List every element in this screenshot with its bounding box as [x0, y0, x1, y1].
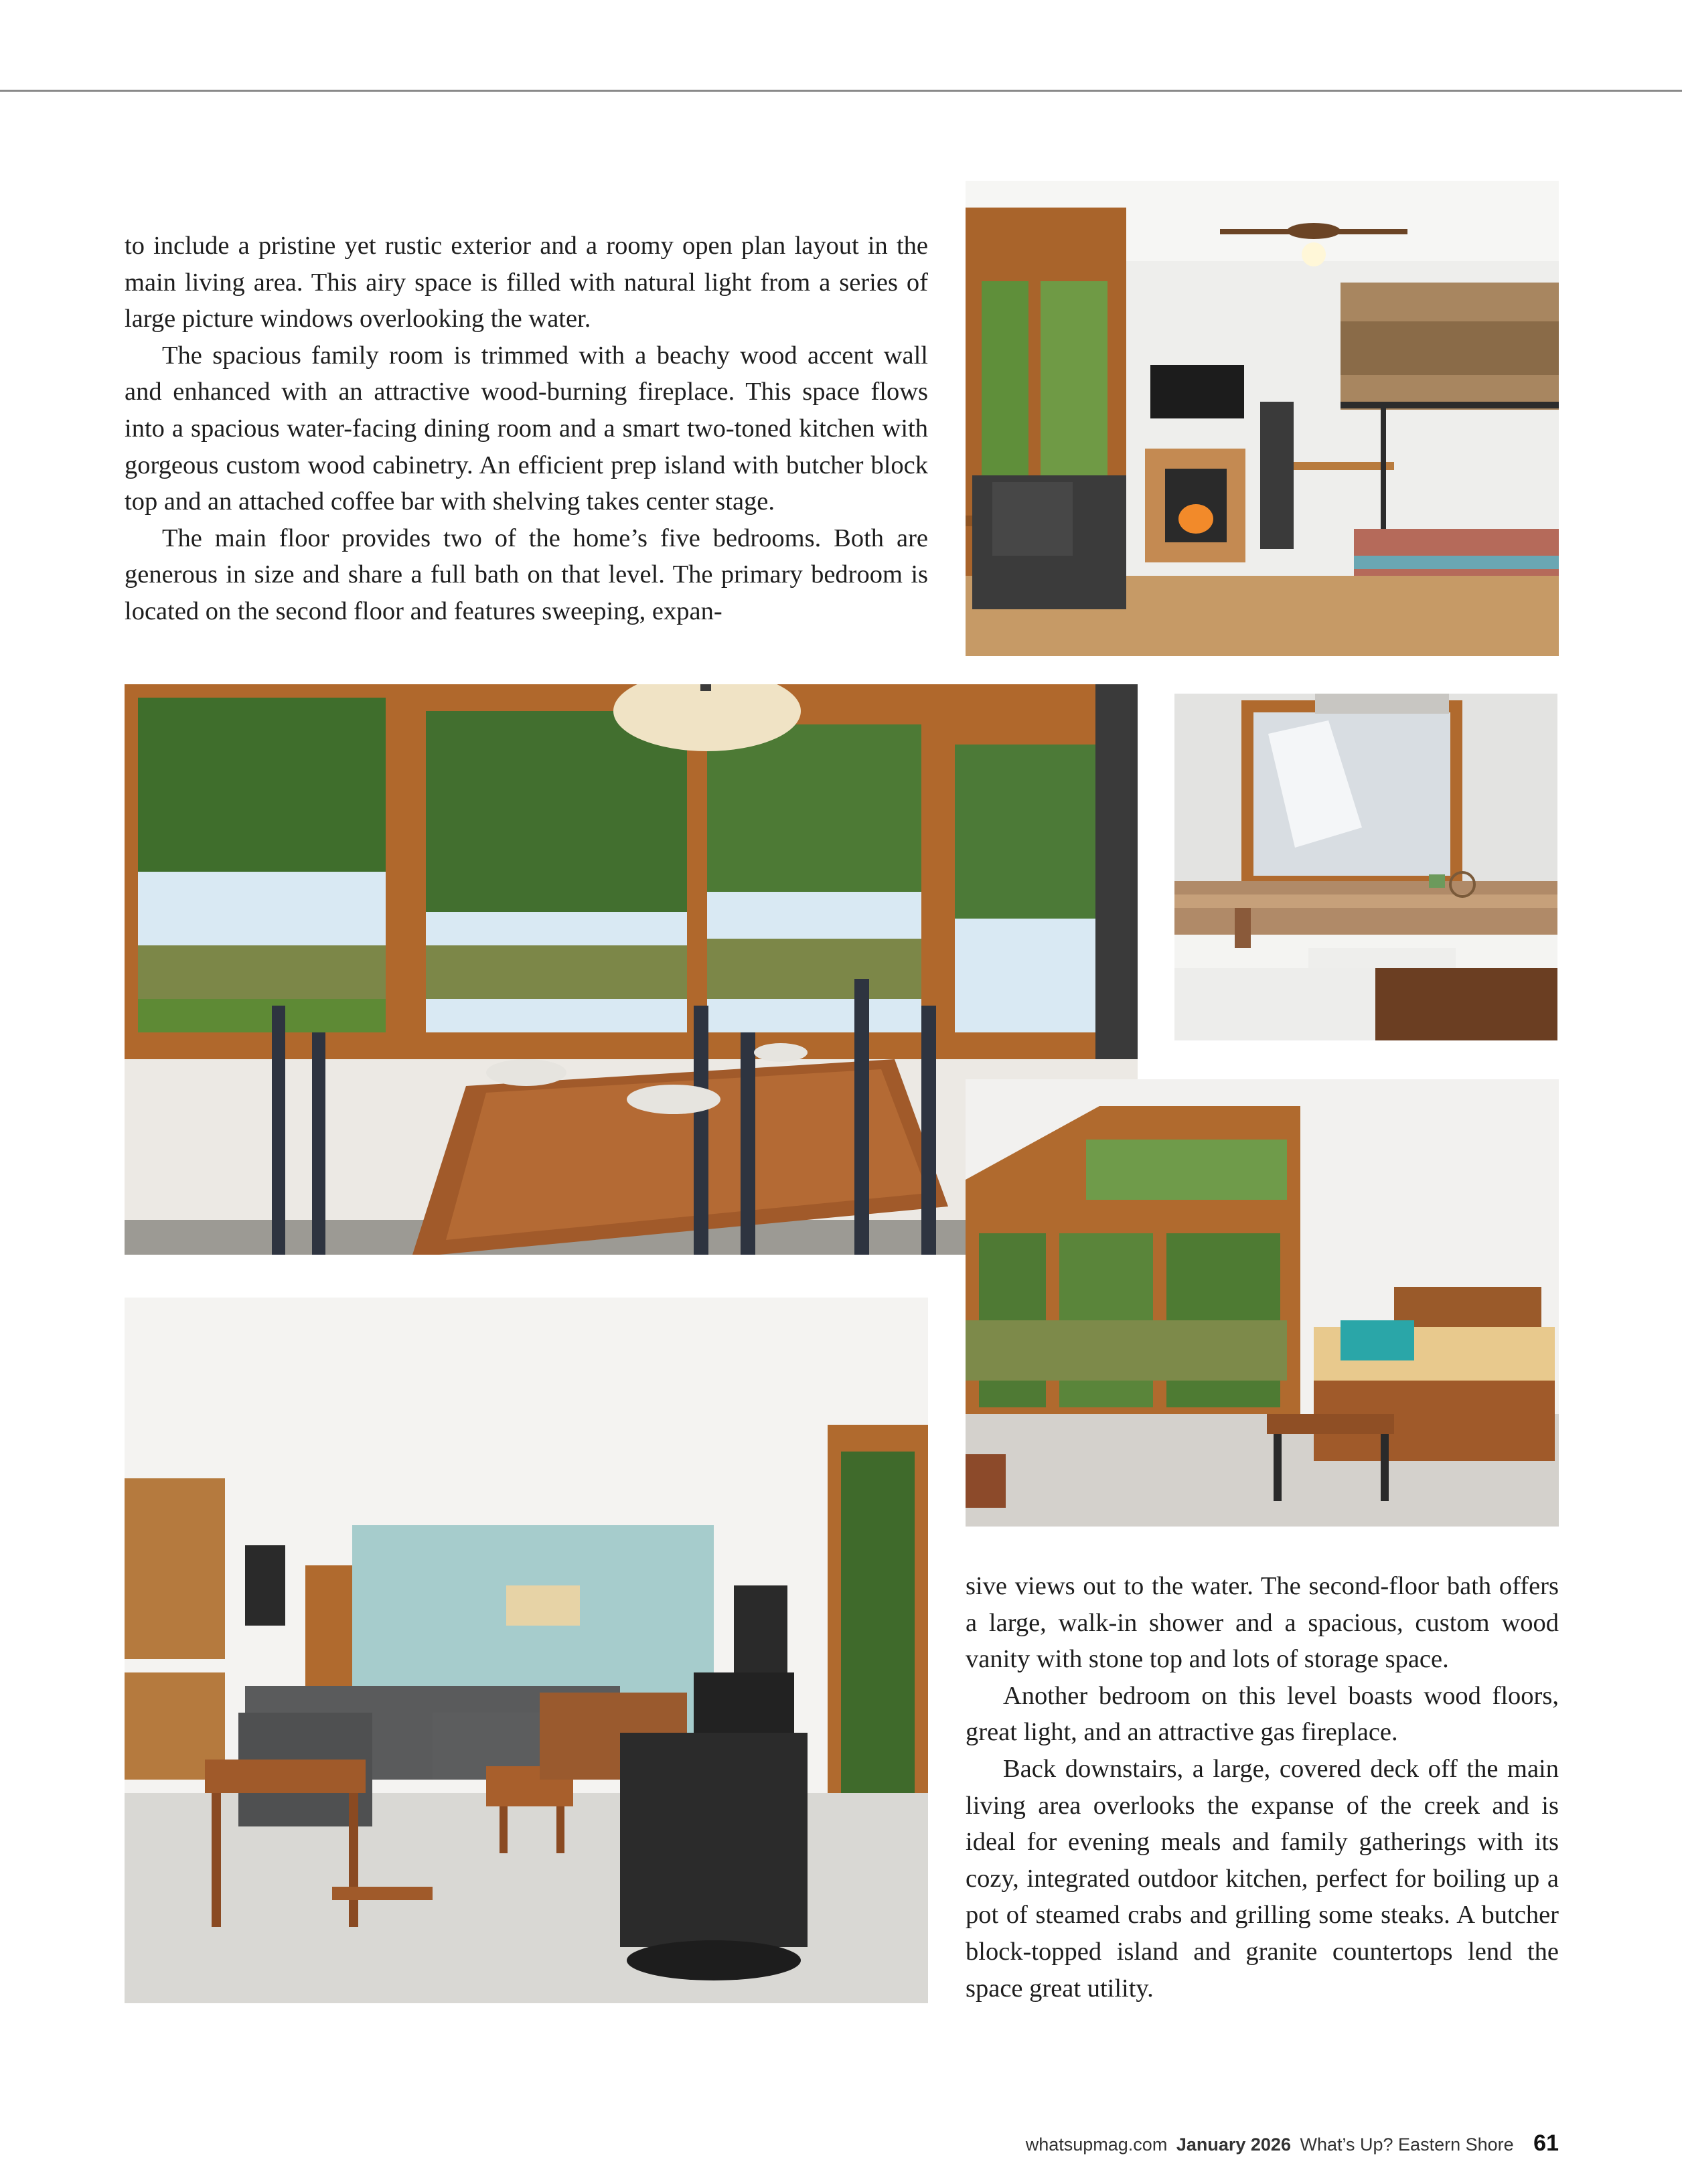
footer-publication: What’s Up? Eastern Shore [1300, 2134, 1514, 2155]
footer-site: whatsupmag.com [1025, 2134, 1168, 2155]
paragraph: The spacious family room is trimmed with a beachy wood accent wall and enhanced with an attractive wood-burning fireplace. This space flows into a spacious water-facing dining room and a smart two-toned kitchen with gorgeous custom wood cabinetry. An efficient prep island with butcher block top and an attached coffee bar with shelving takes center stage. [125, 341, 928, 516]
photo-primary-bedroom [966, 1079, 1559, 1527]
paragraph: The main floor provides two of the home’s five bedrooms. Both are generous in size and share a full bath on that level. The primary bedroom is located on the second floor and features sweeping, expan- [125, 524, 928, 625]
top-rule [0, 90, 1682, 92]
paragraph: Another bedroom on this level boasts wood floors, great light, and an attractive gas fireplace. [966, 1681, 1559, 1747]
paragraph: sive views out to the water. The second-floor bath offers a large, walk-in shower and a spacious, custom wood vanity with stone top and lots of storage space. [966, 1572, 1559, 1674]
photo-bathroom-vanity [1174, 694, 1557, 1040]
article-column-left [125, 228, 928, 630]
paragraph: Back downstairs, a large, covered deck off the main living area overlooks the expanse of the creek and is ideal for evening meals and family gatherings with its cozy, integrated outdoor kitchen, perfect for boiling up a pot of steamed crabs and grilling some steaks. A butcher block-topped island and granite countertops lend the space great utility. [966, 1754, 1559, 2003]
photo-bunk-room [966, 181, 1559, 656]
page-footer [1022, 2130, 1559, 2157]
photo-living-room [125, 1298, 928, 2003]
footer-issue: January 2026 [1176, 2134, 1291, 2155]
article-column-right [966, 1568, 1559, 2007]
paragraph: to include a pristine yet rustic exterior and a roomy open plan layout in the main living area. This airy space is filled with natural light from a series of large picture windows overlooking the water. [125, 232, 928, 333]
page-number: 61 [1533, 2130, 1559, 2156]
